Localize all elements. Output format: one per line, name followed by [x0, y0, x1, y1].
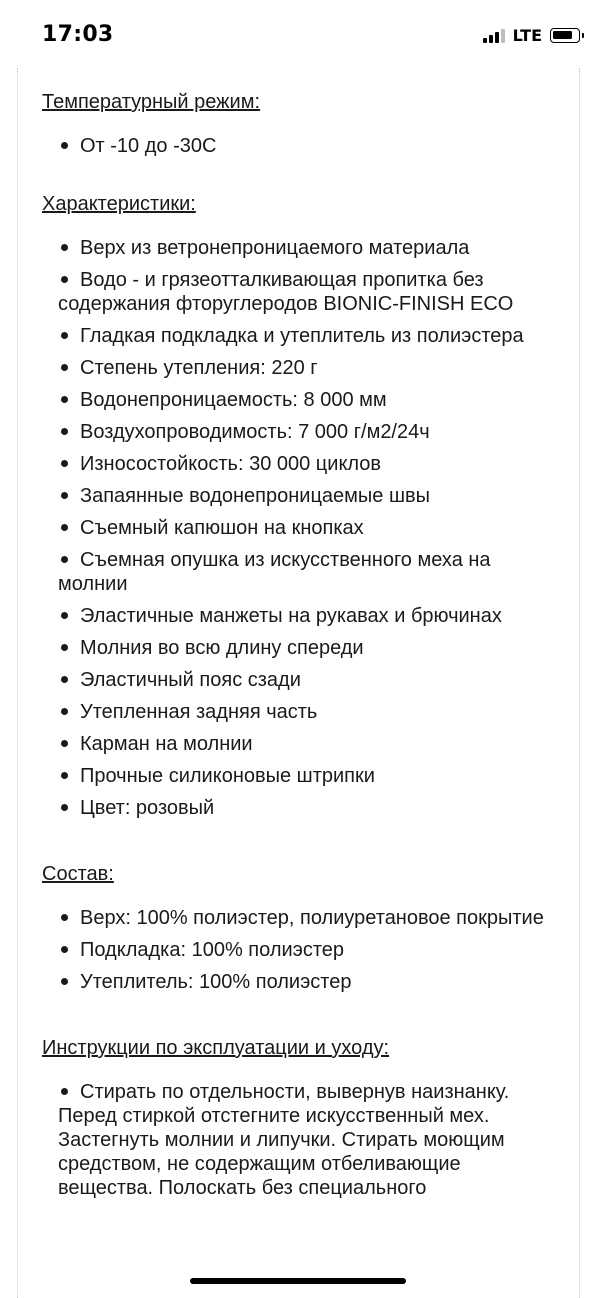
bullet-icon — [61, 492, 68, 499]
list-item: Молния во всю длину спереди — [58, 636, 558, 660]
list-item: Утеплитель: 100% полиэстер — [58, 970, 558, 994]
bullet-list — [18, 134, 558, 158]
list-item: Верх из ветронепроницаемого материала — [58, 236, 558, 260]
home-indicator[interactable] — [190, 1278, 406, 1284]
bullet-icon — [61, 460, 68, 467]
bullet-icon — [61, 978, 68, 985]
list-item: Износостойкость: 30 000 циклов — [58, 452, 558, 476]
list-item: Утепленная задняя часть — [58, 700, 558, 724]
status-bar — [0, 0, 600, 68]
bullet-icon — [61, 612, 68, 619]
section-heading: Температурный режим: — [42, 91, 261, 113]
section-care-instructions — [18, 1036, 579, 1200]
bullet-icon — [61, 332, 68, 339]
list-item: Съемный капюшон на кнопках — [58, 516, 558, 540]
product-description — [17, 68, 580, 1298]
bullet-list — [18, 906, 558, 994]
list-item: Воздухопроводимость: 7 000 г/м2/24ч — [58, 420, 558, 444]
list-item: Водо - и грязеотталкивающая пропитка без содержания фторуглеродов BIONIC-FINISH ECO — [58, 269, 514, 315]
section-heading: Инструкции по эксплуатации и уходу: — [42, 1037, 390, 1059]
bullet-icon — [61, 1088, 68, 1095]
status-indicators — [483, 26, 580, 45]
bullet-icon — [61, 804, 68, 811]
list-item: Прочные силиконовые штрипки — [58, 764, 558, 788]
bullet-icon — [61, 364, 68, 371]
bullet-icon — [61, 946, 68, 953]
bullet-icon — [61, 276, 68, 283]
list-item: Подкладка: 100% полиэстер — [58, 938, 558, 962]
list-item: Эластичный пояс сзади — [58, 668, 558, 692]
network-label: LTE — [512, 26, 542, 45]
list-item: Эластичные манжеты на рукавах и брючинах — [58, 604, 558, 628]
bullet-icon — [61, 772, 68, 779]
bullet-icon — [61, 142, 68, 149]
list-item: Водонепроницаемость: 8 000 мм — [58, 388, 558, 412]
bullet-icon — [61, 524, 68, 531]
status-time: 17:03 — [42, 22, 114, 47]
list-item: Верх: 100% полиэстер, полиуретановое покрытие — [58, 906, 558, 930]
bullet-icon — [61, 708, 68, 715]
section-characteristics — [18, 192, 579, 820]
bullet-list — [18, 1080, 558, 1200]
list-item: Стирать по отдельности, вывернув наизнанку. Перед стиркой отстегните искусственный мех. Застегнуть молнии и липучки. Стирать моющим средством, не содержащим отбеливающие вещества. Полоскать без специального — [58, 1081, 510, 1199]
section-heading: Состав: — [42, 863, 114, 885]
bullet-icon — [61, 644, 68, 651]
list-item: Цвет: розовый — [58, 796, 558, 820]
list-item: От -10 до -30С — [58, 134, 558, 158]
bullet-icon — [61, 244, 68, 251]
list-item: Степень утепления: 220 г — [58, 356, 558, 380]
bullet-icon — [61, 676, 68, 683]
section-heading: Характеристики: — [42, 193, 196, 215]
bullet-icon — [61, 428, 68, 435]
list-item: Карман на молнии — [58, 732, 558, 756]
section-composition — [18, 862, 579, 994]
bullet-icon — [61, 740, 68, 747]
list-item: Съемная опушка из искусственного меха на молнии — [58, 549, 491, 595]
section-temperature — [18, 90, 579, 158]
signal-icon — [483, 29, 505, 43]
list-item: Гладкая подкладка и утеплитель из полиэстера — [58, 324, 558, 348]
bullet-icon — [61, 914, 68, 921]
bullet-list — [18, 236, 558, 820]
bullet-icon — [61, 556, 68, 563]
bullet-icon — [61, 396, 68, 403]
battery-icon — [550, 28, 580, 43]
list-item: Запаянные водонепроницаемые швы — [58, 484, 558, 508]
